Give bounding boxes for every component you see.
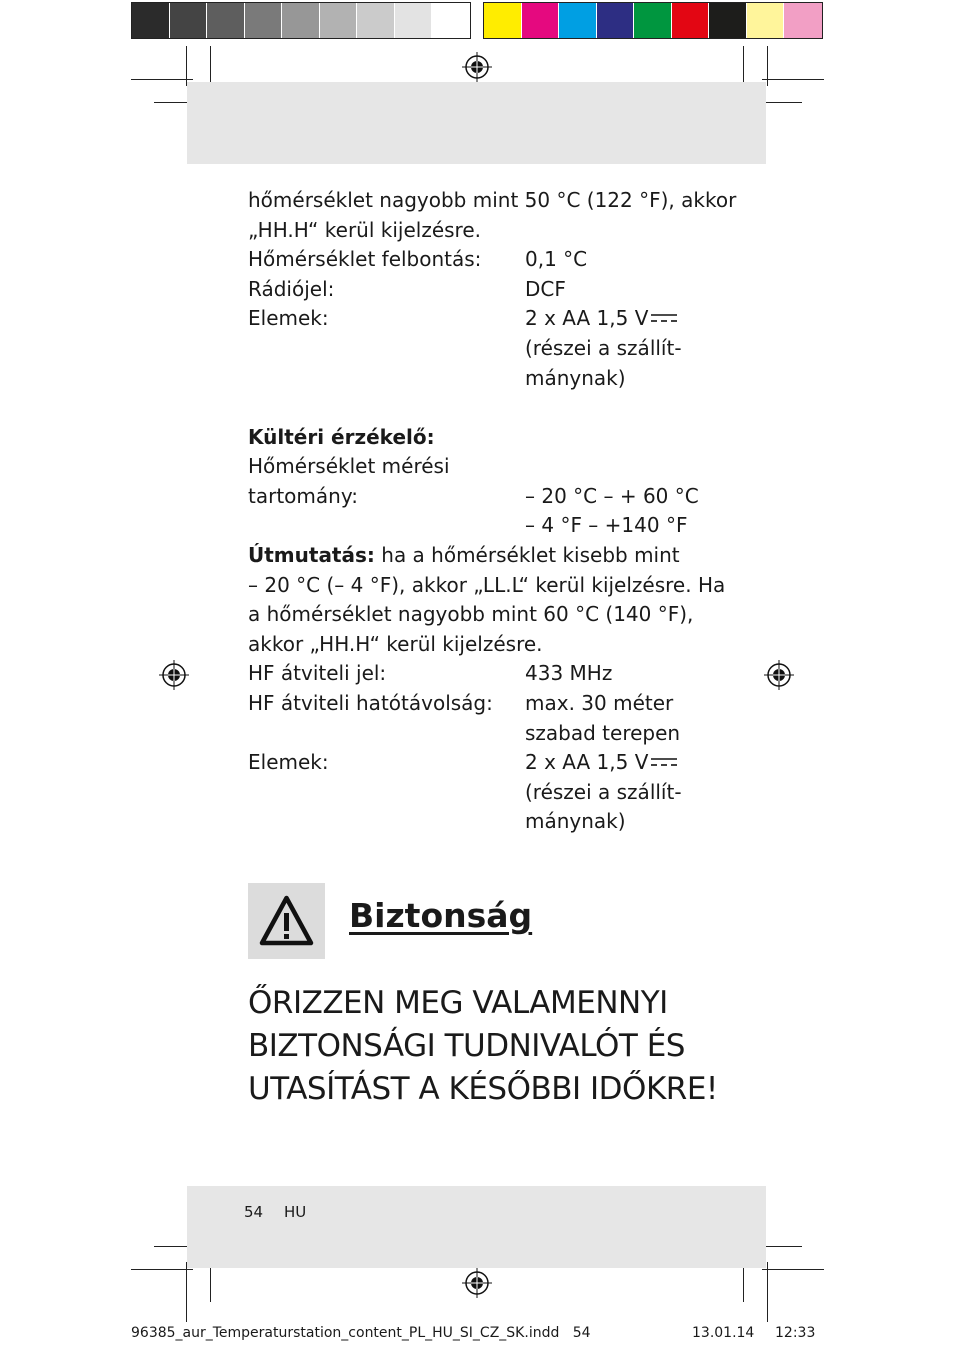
- range-label: tartomány:: [248, 484, 358, 508]
- crop-mark: [131, 1269, 193, 1270]
- color-swatch: [432, 3, 470, 38]
- safety-instruction-line: UTASÍTÁST A KÉSŐBBI IDŐKRE!: [248, 1071, 718, 1107]
- color-swatch: [245, 3, 283, 38]
- crop-mark: [767, 46, 768, 86]
- process-color-bar: [483, 2, 823, 39]
- range-label: Hőmérséklet mérési: [248, 454, 450, 478]
- spec-value-batteries: [525, 304, 677, 334]
- crop-mark: [762, 79, 824, 80]
- crop-mark: [743, 1262, 744, 1302]
- color-swatch: [132, 3, 170, 38]
- spec-value-radio: DCF: [525, 277, 566, 301]
- crop-mark: [186, 1262, 187, 1322]
- spec-label-resolution: Hőmérséklet felbontás:: [248, 247, 482, 271]
- color-swatch: [559, 3, 597, 38]
- color-swatch: [484, 3, 522, 38]
- file-date: 13.01.14: [692, 1325, 755, 1341]
- crop-mark: [762, 1269, 824, 1270]
- hf-range-label: HF átviteli hatótávolság:: [248, 691, 493, 715]
- footer-band: [187, 1186, 766, 1268]
- note-label: Útmutatás:: [248, 543, 375, 567]
- spec-note: mánynak): [525, 366, 626, 390]
- crop-mark: [131, 79, 193, 80]
- hf-range-value: szabad terepen: [525, 721, 681, 745]
- batteries-value-text: 2 x AA 1,5 V: [525, 306, 649, 330]
- crop-mark: [767, 1262, 768, 1322]
- outdoor-batteries-note: mánynak): [525, 809, 626, 833]
- hf-range-value: max. 30 méter: [525, 691, 674, 715]
- hf-signal-label: HF átviteli jel:: [248, 661, 387, 685]
- crop-mark: [762, 102, 802, 103]
- outdoor-sensor-title: Kültéri érzékelő:: [248, 425, 435, 449]
- color-swatch: [634, 3, 672, 38]
- crop-mark: [743, 46, 744, 86]
- safety-instruction: [248, 982, 868, 1111]
- dc-symbol-icon: [651, 757, 677, 767]
- range-value-celsius: – 20 °C – + 60 °C: [525, 484, 699, 508]
- hf-signal-value: 433 MHz: [525, 661, 613, 685]
- outdoor-batteries-note: (részei a szállít-: [525, 780, 682, 804]
- file-time: 12:33: [775, 1325, 816, 1341]
- color-swatch: [747, 3, 785, 38]
- color-swatch: [672, 3, 710, 38]
- crop-mark: [186, 46, 187, 86]
- spec-label-batteries: Elemek:: [248, 306, 329, 330]
- outdoor-batteries-text: 2 x AA 1,5 V: [525, 750, 649, 774]
- range-value-fahrenheit: – 4 °F – +140 °F: [525, 513, 688, 537]
- color-swatch: [597, 3, 635, 38]
- intro-line: hőmérséklet nagyobb mint 50 °C (122 °F), akkor: [248, 188, 737, 212]
- note-line: akkor „HH.H“ kerül kijelzésre.: [248, 632, 543, 656]
- crop-mark: [210, 46, 211, 86]
- outdoor-batteries-value: [525, 748, 677, 778]
- spec-note: (részei a szállít-: [525, 336, 682, 360]
- page-number: 54: [244, 1203, 264, 1221]
- crop-mark: [210, 1262, 211, 1302]
- header-band: [187, 82, 766, 164]
- file-info: 96385_aur_Temperaturstation_content_PL_HU_SI_CZ_SK.indd 54: [131, 1325, 591, 1341]
- registration-mark-icon: [462, 1268, 492, 1298]
- language-code: HU: [284, 1203, 307, 1221]
- safety-instruction-line: ŐRIZZEN MEG VALAMENNYI: [248, 985, 668, 1021]
- crop-mark: [762, 1246, 802, 1247]
- color-swatch: [282, 3, 320, 38]
- color-swatch: [320, 3, 358, 38]
- warning-box: [248, 883, 325, 959]
- registration-mark-icon: [764, 660, 794, 690]
- note-line: [248, 541, 680, 571]
- gray-color-bar: [131, 2, 471, 39]
- registration-mark-icon: [462, 52, 492, 82]
- spec-label-radio: Rádiójel:: [248, 277, 335, 301]
- note-line: – 20 °C (– 4 °F), akkor „LL.L“ kerül kijelzésre. Ha: [248, 573, 726, 597]
- color-swatch: [357, 3, 395, 38]
- intro-line: „HH.H“ kerül kijelzésre.: [248, 218, 481, 242]
- note-text: ha a hőmérséklet kisebb mint: [374, 543, 680, 567]
- warning-triangle-icon: [248, 883, 325, 959]
- note-line: a hőmérséklet nagyobb mint 60 °C (140 °F),: [248, 602, 694, 626]
- color-swatch: [395, 3, 433, 38]
- registration-mark-icon: [159, 660, 189, 690]
- color-swatch: [170, 3, 208, 38]
- safety-instruction-line: BIZTONSÁGI TUDNIVALÓT ÉS: [248, 1028, 685, 1064]
- color-swatch: [784, 3, 822, 38]
- color-swatch: [709, 3, 747, 38]
- spec-value-resolution: 0,1 °C: [525, 247, 588, 271]
- color-swatch: [522, 3, 560, 38]
- dc-symbol-icon: [651, 313, 677, 323]
- safety-heading: Biztonság: [349, 896, 533, 935]
- outdoor-batteries-label: Elemek:: [248, 750, 329, 774]
- color-swatch: [207, 3, 245, 38]
